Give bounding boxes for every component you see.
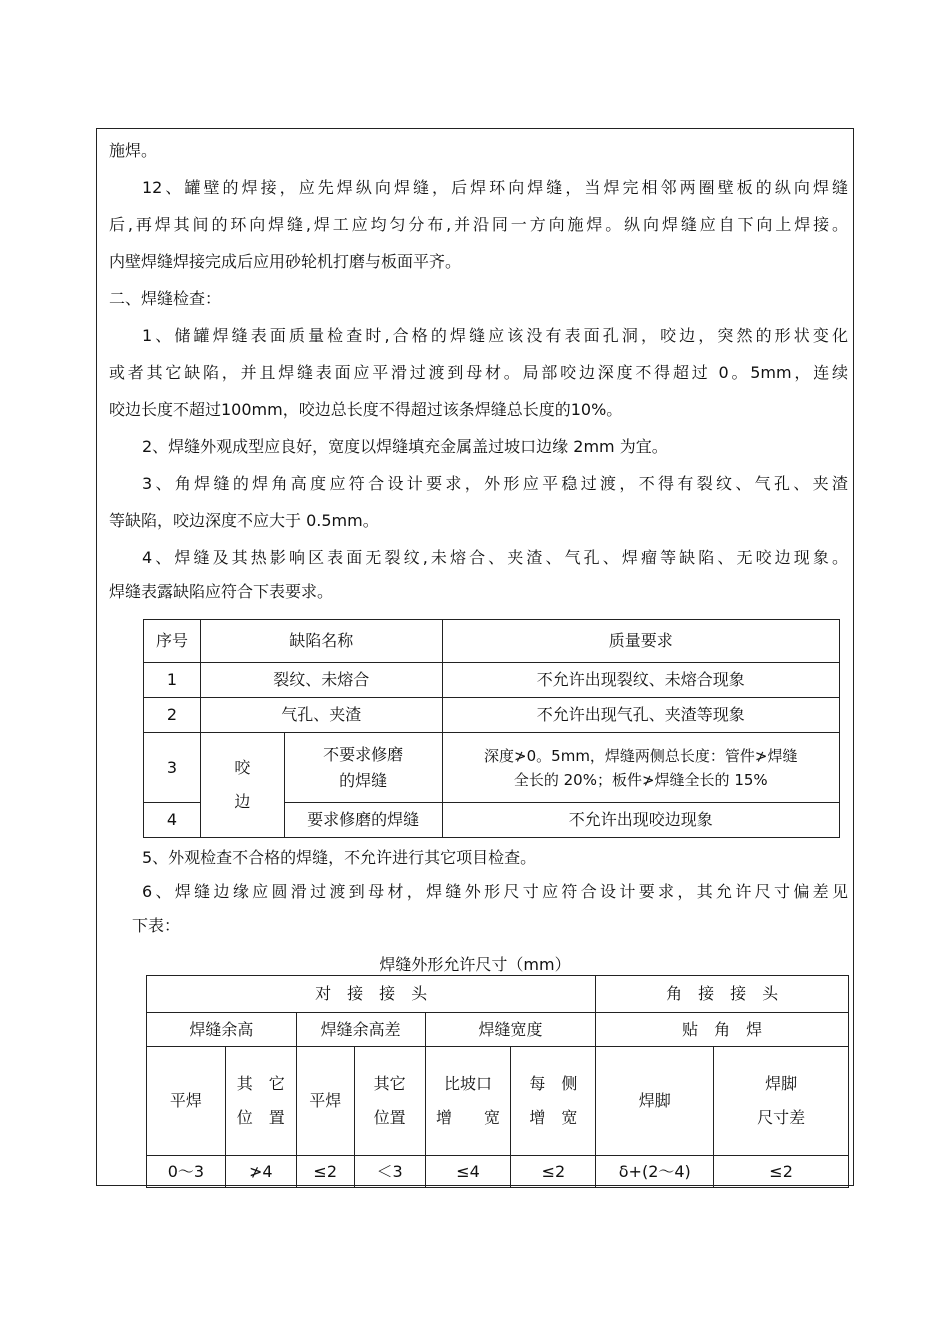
cell-line: 每 侧 [529,1074,578,1093]
table-cell: ≯4 [225,1156,296,1188]
header-cell: 平焊 [147,1047,226,1156]
header-cell [714,1047,849,1156]
header-cell: 缺陷名称 [200,620,442,663]
cell-line: 尺寸差 [757,1108,806,1127]
text-line: 或者其它缺陷，并且焊缝表面应平滑过渡到母材。局部咬边深度不得超过 0。5mm，连续 [109,363,848,382]
table-cell: 0～3 [147,1156,226,1188]
text-line: 焊缝表露缺陷应符合下表要求。 [109,582,334,601]
header-cell: 焊缝宽度 [425,1013,596,1047]
header-cell: 角 接 接 头 [596,976,849,1013]
table-row [144,663,840,698]
table-cell: 不允许出现裂纹、未熔合现象 [442,663,839,698]
header-cell [354,1047,425,1156]
cell-line: 增 宽 [529,1108,578,1127]
header-cell: 序号 [144,620,201,663]
cell-line: 其 它 [236,1074,285,1093]
table-header-row [144,620,840,663]
table-cell: ≤4 [425,1156,511,1188]
cell-line: 位置 [373,1108,406,1127]
group-label: 边 [234,792,251,811]
header-cell [425,1047,511,1156]
table-cell: 气孔、夹渣 [200,698,442,733]
defect-table [143,619,840,838]
size-table [146,975,849,1188]
text-line: 5、外观检查不合格的焊缝，不允许进行其它项目检查。 [142,848,537,867]
table-header-row [147,1013,849,1047]
table-cell: ≤2 [714,1156,849,1188]
header-cell [511,1047,596,1156]
text-line: 内壁焊缝焊接完成后应用砂轮机打磨与板面平齐。 [109,252,462,271]
text-line: 咬边长度不超过100mm，咬边总长度不得超过该条焊缝总长度的10%。 [109,400,623,419]
header-cell: 贴 角 焊 [596,1013,849,1047]
table-cell: 4 [144,803,201,838]
table-cell: 要求修磨的焊缝 [284,803,442,838]
table-cell [284,733,442,803]
cell-line: 不要求修磨 [323,744,404,764]
header-cell: 对 接 接 头 [147,976,596,1013]
text-line: 2、焊缝外观成型应良好，宽度以焊缝填充金属盖过坡口边缘 2mm 为宜。 [142,437,668,456]
table-cell: 不允许出现气孔、夹渣等现象 [442,698,839,733]
table-cell [442,733,839,803]
header-cell: 焊脚 [596,1047,714,1156]
text-line: 下表： [132,916,181,935]
table-row [147,1156,849,1188]
table-header-row [147,1047,849,1156]
cell-line: 的焊缝 [339,770,388,790]
table-cell: δ+(2～4) [596,1156,714,1188]
table-header-row [147,976,849,1013]
table-cell: 不允许出现咬边现象 [442,803,839,838]
table-cell: 1 [144,663,201,698]
text-line: 施焊。 [109,141,158,160]
text-line: 6、焊缝边缘应圆滑过渡到母材，焊缝外形尺寸应符合设计要求，其允许尺寸偏差见 [142,882,848,901]
table-cell-group [200,733,284,838]
table-row [144,698,840,733]
table-row [144,733,840,803]
cell-line: 其它 [373,1074,406,1093]
cell-line: 全长的 20%；板件≯焊缝全长的 15% [513,770,768,789]
table-cell: ≤2 [511,1156,596,1188]
table-caption: 焊缝外形允许尺寸（mm） [379,955,571,974]
table-cell: ≤2 [296,1156,354,1188]
group-label: 咬 [234,758,251,777]
text-line: 后,再焊其间的环向焊缝,焊工应均匀分布,并沿同一方向施焊。纵向焊缝应自下向上焊接。 [109,215,848,234]
text-line: 4、焊缝及其热影响区表面无裂纹,未熔合、夹渣、气孔、焊瘤等缺陷、无咬边现象。 [142,548,848,567]
text-line: 1、储罐焊缝表面质量检查时,合格的焊缝应该没有表面孔洞，咬边，突然的形状变化 [142,326,848,345]
header-cell: 焊缝余高差 [296,1013,425,1047]
text-line: 等缺陷，咬边深度不应大于 0.5mm。 [109,511,379,530]
cell-line: 位 置 [236,1108,285,1127]
cell-line: 增 宽 [436,1108,501,1127]
table-cell: 3 [144,733,201,803]
table-cell: 2 [144,698,201,733]
section-heading: 二、焊缝检查： [109,289,222,308]
cell-line: 比坡口 [444,1074,493,1093]
table-cell: ＜3 [354,1156,425,1188]
text-line: 3、角焊缝的焊角高度应符合设计要求，外形应平稳过渡，不得有裂纹、气孔、夹渣 [142,474,848,493]
header-cell [225,1047,296,1156]
table-cell: 裂纹、未熔合 [200,663,442,698]
text-line: 12、罐壁的焊接，应先焊纵向焊缝，后焊环向焊缝，当焊完相邻两圈壁板的纵向焊缝 [142,178,848,197]
header-cell: 焊缝余高 [147,1013,297,1047]
header-cell: 质量要求 [442,620,839,663]
cell-line: 深度≯0。5mm，焊缝两侧总长度：管件≯焊缝 [484,746,798,765]
cell-line: 焊脚 [765,1074,798,1093]
header-cell: 平焊 [296,1047,354,1156]
